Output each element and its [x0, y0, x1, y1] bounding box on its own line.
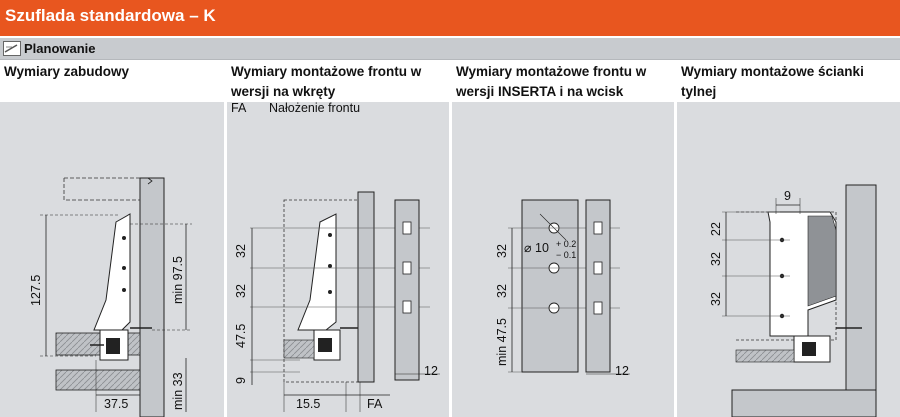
dim-22: 22: [709, 222, 723, 236]
drawing-front-screws: [234, 192, 440, 412]
dim-min-33: min 33: [171, 372, 185, 410]
cabinet-bottom: [732, 390, 876, 417]
dim-32-b: 32: [495, 284, 509, 298]
column-title-line: tylnej: [681, 84, 717, 99]
dim-32-b: 32: [709, 292, 723, 306]
page-title: Szuflada standardowa – K: [5, 6, 216, 25]
drawing-back-panel: [709, 185, 876, 417]
dim-fa: FA: [367, 397, 383, 411]
dim-9: 9: [784, 189, 791, 203]
dim-32-a: 32: [709, 252, 723, 266]
column-title-line: Wymiary zabudowy: [4, 64, 130, 79]
drawing-front-inserta: [495, 200, 630, 378]
dim-12: 12: [615, 364, 629, 378]
legend-text: Nałożenie frontu: [269, 101, 361, 115]
dim-37-5: 37.5: [104, 397, 129, 411]
dim-tol-down: − 0.1: [556, 250, 577, 260]
dim-32-a: 32: [234, 244, 248, 258]
upper-shelf-outline: [64, 178, 140, 200]
column-title-line: wersji INSERTA i na wcisk: [456, 84, 624, 99]
dim-12: 12: [424, 364, 438, 378]
drawer-side-profile: [298, 214, 336, 330]
cabinet-back-wall: [846, 185, 876, 390]
column-title-line: wersji na wkręty: [231, 84, 336, 99]
cabinet-bottom-board: [56, 370, 140, 390]
dim-127-5: 127.5: [29, 274, 43, 306]
dim-32-a: 32: [495, 244, 509, 258]
column-title-line: Wymiary montażowe frontu w: [231, 64, 422, 79]
drawer-side-profile: [94, 214, 130, 330]
section-label: Planowanie: [24, 41, 96, 56]
dim-tol-up: + 0.2: [556, 239, 577, 249]
dim-47-5: 47.5: [234, 323, 248, 348]
dim-diameter: ⌀ 10: [524, 241, 549, 255]
column-title-line: Wymiary montażowe frontu w: [456, 64, 647, 79]
dim-min-97-5: min 97.5: [171, 256, 185, 304]
legend-abbr: FA: [231, 101, 247, 115]
dim-9: 9: [234, 377, 248, 384]
dim-32-b: 32: [234, 284, 248, 298]
column-title-line: Wymiary montażowe ścianki: [681, 64, 864, 79]
dim-min-47-5: min 47.5: [495, 318, 509, 366]
cabinet-side-panel: [140, 178, 164, 417]
cabinet-side-panel: [358, 192, 374, 382]
drawing-installation: [29, 178, 192, 417]
dim-15-5: 15.5: [296, 397, 321, 411]
